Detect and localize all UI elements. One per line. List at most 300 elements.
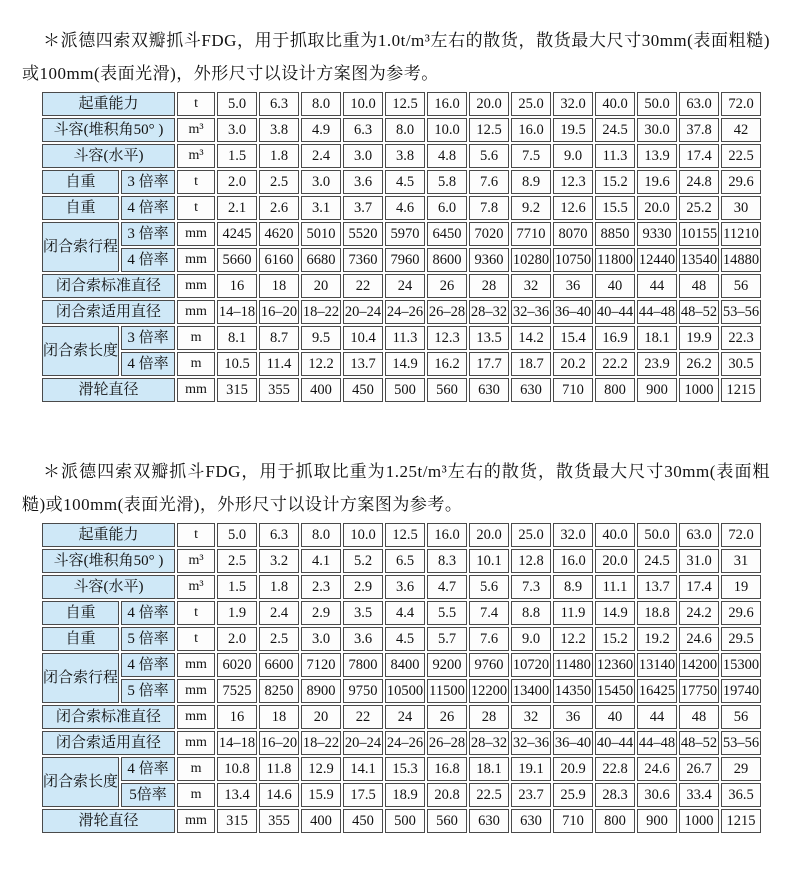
unit-cell: m [177, 757, 215, 781]
table-row [42, 549, 761, 573]
table-row [42, 144, 761, 168]
value-cell: 450 [343, 378, 383, 402]
value-cell: 12.6 [553, 196, 593, 220]
value-cell: 13.7 [637, 575, 677, 599]
value-cell: 355 [259, 809, 299, 833]
table-row [42, 378, 761, 402]
value-cell: 13.5 [469, 326, 509, 350]
value-cell: 8.3 [427, 549, 467, 573]
value-cell: 1.5 [217, 575, 257, 599]
value-cell: 7525 [217, 679, 257, 703]
value-cell: 355 [259, 378, 299, 402]
value-cell: 900 [637, 378, 677, 402]
value-cell: 9.0 [511, 627, 551, 651]
value-cell: 5.7 [427, 627, 467, 651]
value-cell: 800 [595, 378, 635, 402]
value-cell: 400 [301, 809, 341, 833]
value-cell: 2.5 [259, 170, 299, 194]
unit-cell: m [177, 783, 215, 807]
value-cell: 24.2 [679, 601, 719, 625]
value-cell: 5010 [301, 222, 341, 246]
value-cell: 48–52 [679, 731, 719, 755]
row-sublabel-cell: 3 倍率 [121, 326, 175, 350]
value-cell: 26.7 [679, 757, 719, 781]
value-cell: 560 [427, 809, 467, 833]
value-cell: 8.0 [385, 118, 425, 142]
row-label-cell: 闭合索标准直径 [42, 274, 175, 298]
value-cell: 18.9 [385, 783, 425, 807]
value-cell: 8850 [595, 222, 635, 246]
value-cell: 56 [721, 274, 761, 298]
value-cell: 7120 [301, 653, 341, 677]
value-cell: 3.8 [259, 118, 299, 142]
value-cell: 18–22 [301, 300, 341, 324]
table-row [42, 274, 761, 298]
unit-cell: t [177, 196, 215, 220]
row-label-cell: 起重能力 [42, 92, 175, 116]
value-cell: 9.0 [553, 144, 593, 168]
value-cell: 12.8 [511, 549, 551, 573]
value-cell: 2.5 [217, 549, 257, 573]
value-cell: 16.2 [427, 352, 467, 376]
value-cell: 10500 [385, 679, 425, 703]
value-cell: 3.0 [217, 118, 257, 142]
value-cell: 3.6 [343, 170, 383, 194]
value-cell: 13.4 [217, 783, 257, 807]
table-row [42, 92, 761, 116]
value-cell: 17.7 [469, 352, 509, 376]
value-cell: 26–28 [427, 731, 467, 755]
value-cell: 8400 [385, 653, 425, 677]
value-cell: 315 [217, 378, 257, 402]
value-cell: 10.1 [469, 549, 509, 573]
value-cell: 12440 [637, 248, 677, 272]
value-cell: 26 [427, 705, 467, 729]
value-cell: 11.3 [385, 326, 425, 350]
table-row [42, 575, 761, 599]
value-cell: 22 [343, 705, 383, 729]
value-cell: 22.5 [469, 783, 509, 807]
value-cell: 25.0 [511, 523, 551, 547]
value-cell: 4.7 [427, 575, 467, 599]
row-label-cell: 闭合索长度 [42, 757, 119, 807]
value-cell: 11.9 [553, 601, 593, 625]
row-sublabel-cell: 5 倍率 [121, 627, 175, 651]
table-row [42, 196, 761, 220]
value-cell: 36–40 [553, 731, 593, 755]
value-cell: 29 [721, 757, 761, 781]
intro-paragraph-1: ＊派德四索双瓣抓斗FDG，用于抓取比重为1.0t/m³左右的散货，散货最大尺寸30mm(表面粗糙)或100mm(表面光滑)，外形尺寸以设计方案图为参考。 [22, 31, 770, 83]
value-cell: 28–32 [469, 300, 509, 324]
value-cell: 24–26 [385, 300, 425, 324]
table-row [42, 653, 761, 677]
value-cell: 15.5 [595, 196, 635, 220]
value-cell: 44 [637, 705, 677, 729]
value-cell: 10750 [553, 248, 593, 272]
value-cell: 8.1 [217, 326, 257, 350]
row-label-cell: 滑轮直径 [42, 378, 175, 402]
value-cell: 18.1 [469, 757, 509, 781]
value-cell: 11480 [553, 653, 593, 677]
value-cell: 6.3 [259, 92, 299, 116]
value-cell: 3.8 [385, 144, 425, 168]
table-row [42, 248, 761, 272]
value-cell: 450 [343, 809, 383, 833]
value-cell: 8.7 [259, 326, 299, 350]
value-cell: 9.5 [301, 326, 341, 350]
unit-cell: t [177, 92, 215, 116]
value-cell: 32–36 [511, 300, 551, 324]
value-cell: 25.0 [511, 92, 551, 116]
value-cell: 5.8 [427, 170, 467, 194]
value-cell: 24–26 [385, 731, 425, 755]
unit-cell: m [177, 326, 215, 350]
value-cell: 44–48 [637, 300, 677, 324]
value-cell: 12.5 [385, 523, 425, 547]
value-cell: 2.3 [301, 575, 341, 599]
value-cell: 6160 [259, 248, 299, 272]
value-cell: 14.9 [385, 352, 425, 376]
value-cell: 17.5 [343, 783, 383, 807]
value-cell: 3.0 [343, 144, 383, 168]
value-cell: 14–18 [217, 731, 257, 755]
value-cell: 10720 [511, 653, 551, 677]
value-cell: 7800 [343, 653, 383, 677]
value-cell: 18–22 [301, 731, 341, 755]
value-cell: 23.7 [511, 783, 551, 807]
value-cell: 56 [721, 705, 761, 729]
value-cell: 5.0 [217, 92, 257, 116]
value-cell: 36–40 [553, 300, 593, 324]
value-cell: 6.0 [427, 196, 467, 220]
value-cell: 3.7 [343, 196, 383, 220]
value-cell: 9200 [427, 653, 467, 677]
value-cell: 630 [469, 809, 509, 833]
value-cell: 10.0 [427, 118, 467, 142]
value-cell: 16.0 [511, 118, 551, 142]
value-cell: 5.6 [469, 575, 509, 599]
value-cell: 3.6 [343, 627, 383, 651]
value-cell: 9760 [469, 653, 509, 677]
unit-cell: mm [177, 248, 215, 272]
value-cell: 12.5 [469, 118, 509, 142]
value-cell: 19.9 [679, 326, 719, 350]
value-cell: 20 [301, 274, 341, 298]
value-cell: 42 [721, 118, 761, 142]
value-cell: 6450 [427, 222, 467, 246]
value-cell: 25.9 [553, 783, 593, 807]
value-cell: 29.6 [721, 601, 761, 625]
unit-cell: m³ [177, 118, 215, 142]
value-cell: 16.0 [553, 549, 593, 573]
value-cell: 63.0 [679, 523, 719, 547]
value-cell: 2.6 [259, 196, 299, 220]
table-row [42, 757, 761, 781]
unit-cell: t [177, 627, 215, 651]
table-row [42, 783, 761, 807]
value-cell: 3.1 [301, 196, 341, 220]
value-cell: 7020 [469, 222, 509, 246]
value-cell: 18.1 [637, 326, 677, 350]
value-cell: 11500 [427, 679, 467, 703]
value-cell: 30.6 [637, 783, 677, 807]
table-row [42, 601, 761, 625]
value-cell: 6020 [217, 653, 257, 677]
value-cell: 63.0 [679, 92, 719, 116]
value-cell: 16.8 [427, 757, 467, 781]
value-cell: 10.4 [343, 326, 383, 350]
value-cell: 14.6 [259, 783, 299, 807]
value-cell: 9330 [637, 222, 677, 246]
value-cell: 1215 [721, 809, 761, 833]
table-row [42, 731, 761, 755]
value-cell: 32 [511, 705, 551, 729]
value-cell: 7.6 [469, 170, 509, 194]
value-cell: 800 [595, 809, 635, 833]
value-cell: 53–56 [721, 300, 761, 324]
table-row [42, 627, 761, 651]
value-cell: 22.2 [595, 352, 635, 376]
unit-cell: mm [177, 222, 215, 246]
row-label-cell: 闭合索行程 [42, 222, 119, 272]
value-cell: 14200 [679, 653, 719, 677]
table-row [42, 326, 761, 350]
value-cell: 13.9 [637, 144, 677, 168]
value-cell: 2.9 [301, 601, 341, 625]
value-cell: 26 [427, 274, 467, 298]
value-cell: 16 [217, 705, 257, 729]
value-cell: 12.9 [301, 757, 341, 781]
value-cell: 15.4 [553, 326, 593, 350]
value-cell: 31.0 [679, 549, 719, 573]
value-cell: 9750 [343, 679, 383, 703]
value-cell: 24.6 [637, 757, 677, 781]
value-cell: 1000 [679, 809, 719, 833]
value-cell: 20.8 [427, 783, 467, 807]
value-cell: 28 [469, 705, 509, 729]
unit-cell: mm [177, 378, 215, 402]
value-cell: 7.6 [469, 627, 509, 651]
value-cell: 40.0 [595, 92, 635, 116]
unit-cell: t [177, 601, 215, 625]
value-cell: 3.0 [301, 170, 341, 194]
value-cell: 14–18 [217, 300, 257, 324]
value-cell: 5.6 [469, 144, 509, 168]
value-cell: 8.0 [301, 523, 341, 547]
value-cell: 7.5 [511, 144, 551, 168]
value-cell: 22.5 [721, 144, 761, 168]
row-label-cell: 斗容(水平) [42, 144, 175, 168]
row-label-cell: 斗容(水平) [42, 575, 175, 599]
value-cell: 630 [511, 809, 551, 833]
value-cell: 10.5 [217, 352, 257, 376]
value-cell: 28.3 [595, 783, 635, 807]
value-cell: 26–28 [427, 300, 467, 324]
value-cell: 24 [385, 705, 425, 729]
value-cell: 14350 [553, 679, 593, 703]
value-cell: 4.4 [385, 601, 425, 625]
value-cell: 15.9 [301, 783, 341, 807]
value-cell: 72.0 [721, 92, 761, 116]
unit-cell: mm [177, 653, 215, 677]
row-sublabel-cell: 5 倍率 [121, 679, 175, 703]
value-cell: 2.4 [301, 144, 341, 168]
value-cell: 17750 [679, 679, 719, 703]
value-cell: 24 [385, 274, 425, 298]
value-cell: 44 [637, 274, 677, 298]
table-row [42, 523, 761, 547]
row-label-cell: 闭合索行程 [42, 653, 119, 703]
value-cell: 8070 [553, 222, 593, 246]
value-cell: 560 [427, 378, 467, 402]
value-cell: 19740 [721, 679, 761, 703]
value-cell: 4.9 [301, 118, 341, 142]
value-cell: 44–48 [637, 731, 677, 755]
value-cell: 48 [679, 705, 719, 729]
value-cell: 20.0 [595, 549, 635, 573]
spec-table-2-body [42, 523, 761, 833]
value-cell: 16.0 [427, 523, 467, 547]
row-label-cell: 闭合索适用直径 [42, 731, 175, 755]
value-cell: 2.4 [259, 601, 299, 625]
value-cell: 5520 [343, 222, 383, 246]
value-cell: 9.2 [511, 196, 551, 220]
value-cell: 10.0 [343, 523, 383, 547]
value-cell: 7.4 [469, 601, 509, 625]
value-cell: 8.9 [553, 575, 593, 599]
value-cell: 32 [511, 274, 551, 298]
value-cell: 11.4 [259, 352, 299, 376]
value-cell: 40.0 [595, 523, 635, 547]
value-cell: 20.9 [553, 757, 593, 781]
value-cell: 500 [385, 378, 425, 402]
value-cell: 1.8 [259, 575, 299, 599]
value-cell: 11210 [721, 222, 761, 246]
value-cell: 2.5 [259, 627, 299, 651]
value-cell: 11800 [595, 248, 635, 272]
value-cell: 1.8 [259, 144, 299, 168]
table-row [42, 705, 761, 729]
value-cell: 13400 [511, 679, 551, 703]
table-row [42, 222, 761, 246]
value-cell: 28–32 [469, 731, 509, 755]
unit-cell: t [177, 170, 215, 194]
value-cell: 31 [721, 549, 761, 573]
value-cell: 710 [553, 378, 593, 402]
value-cell: 2.9 [343, 575, 383, 599]
value-cell: 20.0 [469, 92, 509, 116]
value-cell: 8900 [301, 679, 341, 703]
unit-cell: mm [177, 679, 215, 703]
value-cell: 20 [301, 705, 341, 729]
value-cell: 14.1 [343, 757, 383, 781]
value-cell: 20.0 [637, 196, 677, 220]
row-sublabel-cell: 4 倍率 [121, 757, 175, 781]
row-label-cell: 斗容(堆积角50° ) [42, 549, 175, 573]
row-label-cell: 闭合索标准直径 [42, 705, 175, 729]
value-cell: 13.7 [343, 352, 383, 376]
row-sublabel-cell: 4 倍率 [121, 653, 175, 677]
unit-cell: t [177, 523, 215, 547]
value-cell: 36 [553, 274, 593, 298]
row-label-cell: 自重 [42, 627, 119, 651]
value-cell: 1.9 [217, 601, 257, 625]
value-cell: 13540 [679, 248, 719, 272]
value-cell: 15.2 [595, 627, 635, 651]
unit-cell: mm [177, 809, 215, 833]
value-cell: 14.9 [595, 601, 635, 625]
spec-table-1 [40, 90, 763, 404]
intro-paragraph-2: ＊派德四索双瓣抓斗FDG，用于抓取比重为1.25t/m³左右的散货，散货最大尺寸30mm(表面粗糙)或100mm(表面光滑)，外形尺寸以设计方案图为参考。 [22, 462, 770, 514]
row-label-cell: 闭合索长度 [42, 326, 119, 376]
value-cell: 4.5 [385, 627, 425, 651]
table-row [42, 300, 761, 324]
table-row [42, 679, 761, 703]
value-cell: 6.3 [259, 523, 299, 547]
value-cell: 17.4 [679, 575, 719, 599]
value-cell: 7.8 [469, 196, 509, 220]
table-row [42, 118, 761, 142]
value-cell: 10.0 [343, 92, 383, 116]
value-cell: 37.8 [679, 118, 719, 142]
value-cell: 12.2 [553, 627, 593, 651]
value-cell: 13140 [637, 653, 677, 677]
value-cell: 5970 [385, 222, 425, 246]
value-cell: 4.6 [385, 196, 425, 220]
value-cell: 7.3 [511, 575, 551, 599]
row-label-cell: 滑轮直径 [42, 809, 175, 833]
value-cell: 400 [301, 378, 341, 402]
value-cell: 8250 [259, 679, 299, 703]
value-cell: 18 [259, 705, 299, 729]
value-cell: 630 [469, 378, 509, 402]
row-sublabel-cell: 4 倍率 [121, 352, 175, 376]
value-cell: 3.5 [343, 601, 383, 625]
value-cell: 24.5 [637, 549, 677, 573]
value-cell: 15300 [721, 653, 761, 677]
value-cell: 18.8 [637, 601, 677, 625]
value-cell: 12.3 [427, 326, 467, 350]
value-cell: 15.3 [385, 757, 425, 781]
table-row [42, 352, 761, 376]
unit-cell: m [177, 352, 215, 376]
value-cell: 12.2 [301, 352, 341, 376]
value-cell: 30.5 [721, 352, 761, 376]
unit-cell: mm [177, 705, 215, 729]
value-cell: 16 [217, 274, 257, 298]
value-cell: 25.2 [679, 196, 719, 220]
value-cell: 48 [679, 274, 719, 298]
value-cell: 8600 [427, 248, 467, 272]
value-cell: 22 [343, 274, 383, 298]
value-cell: 20–24 [343, 300, 383, 324]
value-cell: 5.2 [343, 549, 383, 573]
value-cell: 900 [637, 809, 677, 833]
value-cell: 40 [595, 705, 635, 729]
value-cell: 24.6 [679, 627, 719, 651]
value-cell: 72.0 [721, 523, 761, 547]
spec-table-2 [40, 521, 763, 835]
row-label-cell: 斗容(堆积角50° ) [42, 118, 175, 142]
value-cell: 22.3 [721, 326, 761, 350]
value-cell: 19.6 [637, 170, 677, 194]
value-cell: 2.0 [217, 627, 257, 651]
value-cell: 11.8 [259, 757, 299, 781]
value-cell: 4245 [217, 222, 257, 246]
value-cell: 5.0 [217, 523, 257, 547]
value-cell: 18 [259, 274, 299, 298]
value-cell: 20–24 [343, 731, 383, 755]
